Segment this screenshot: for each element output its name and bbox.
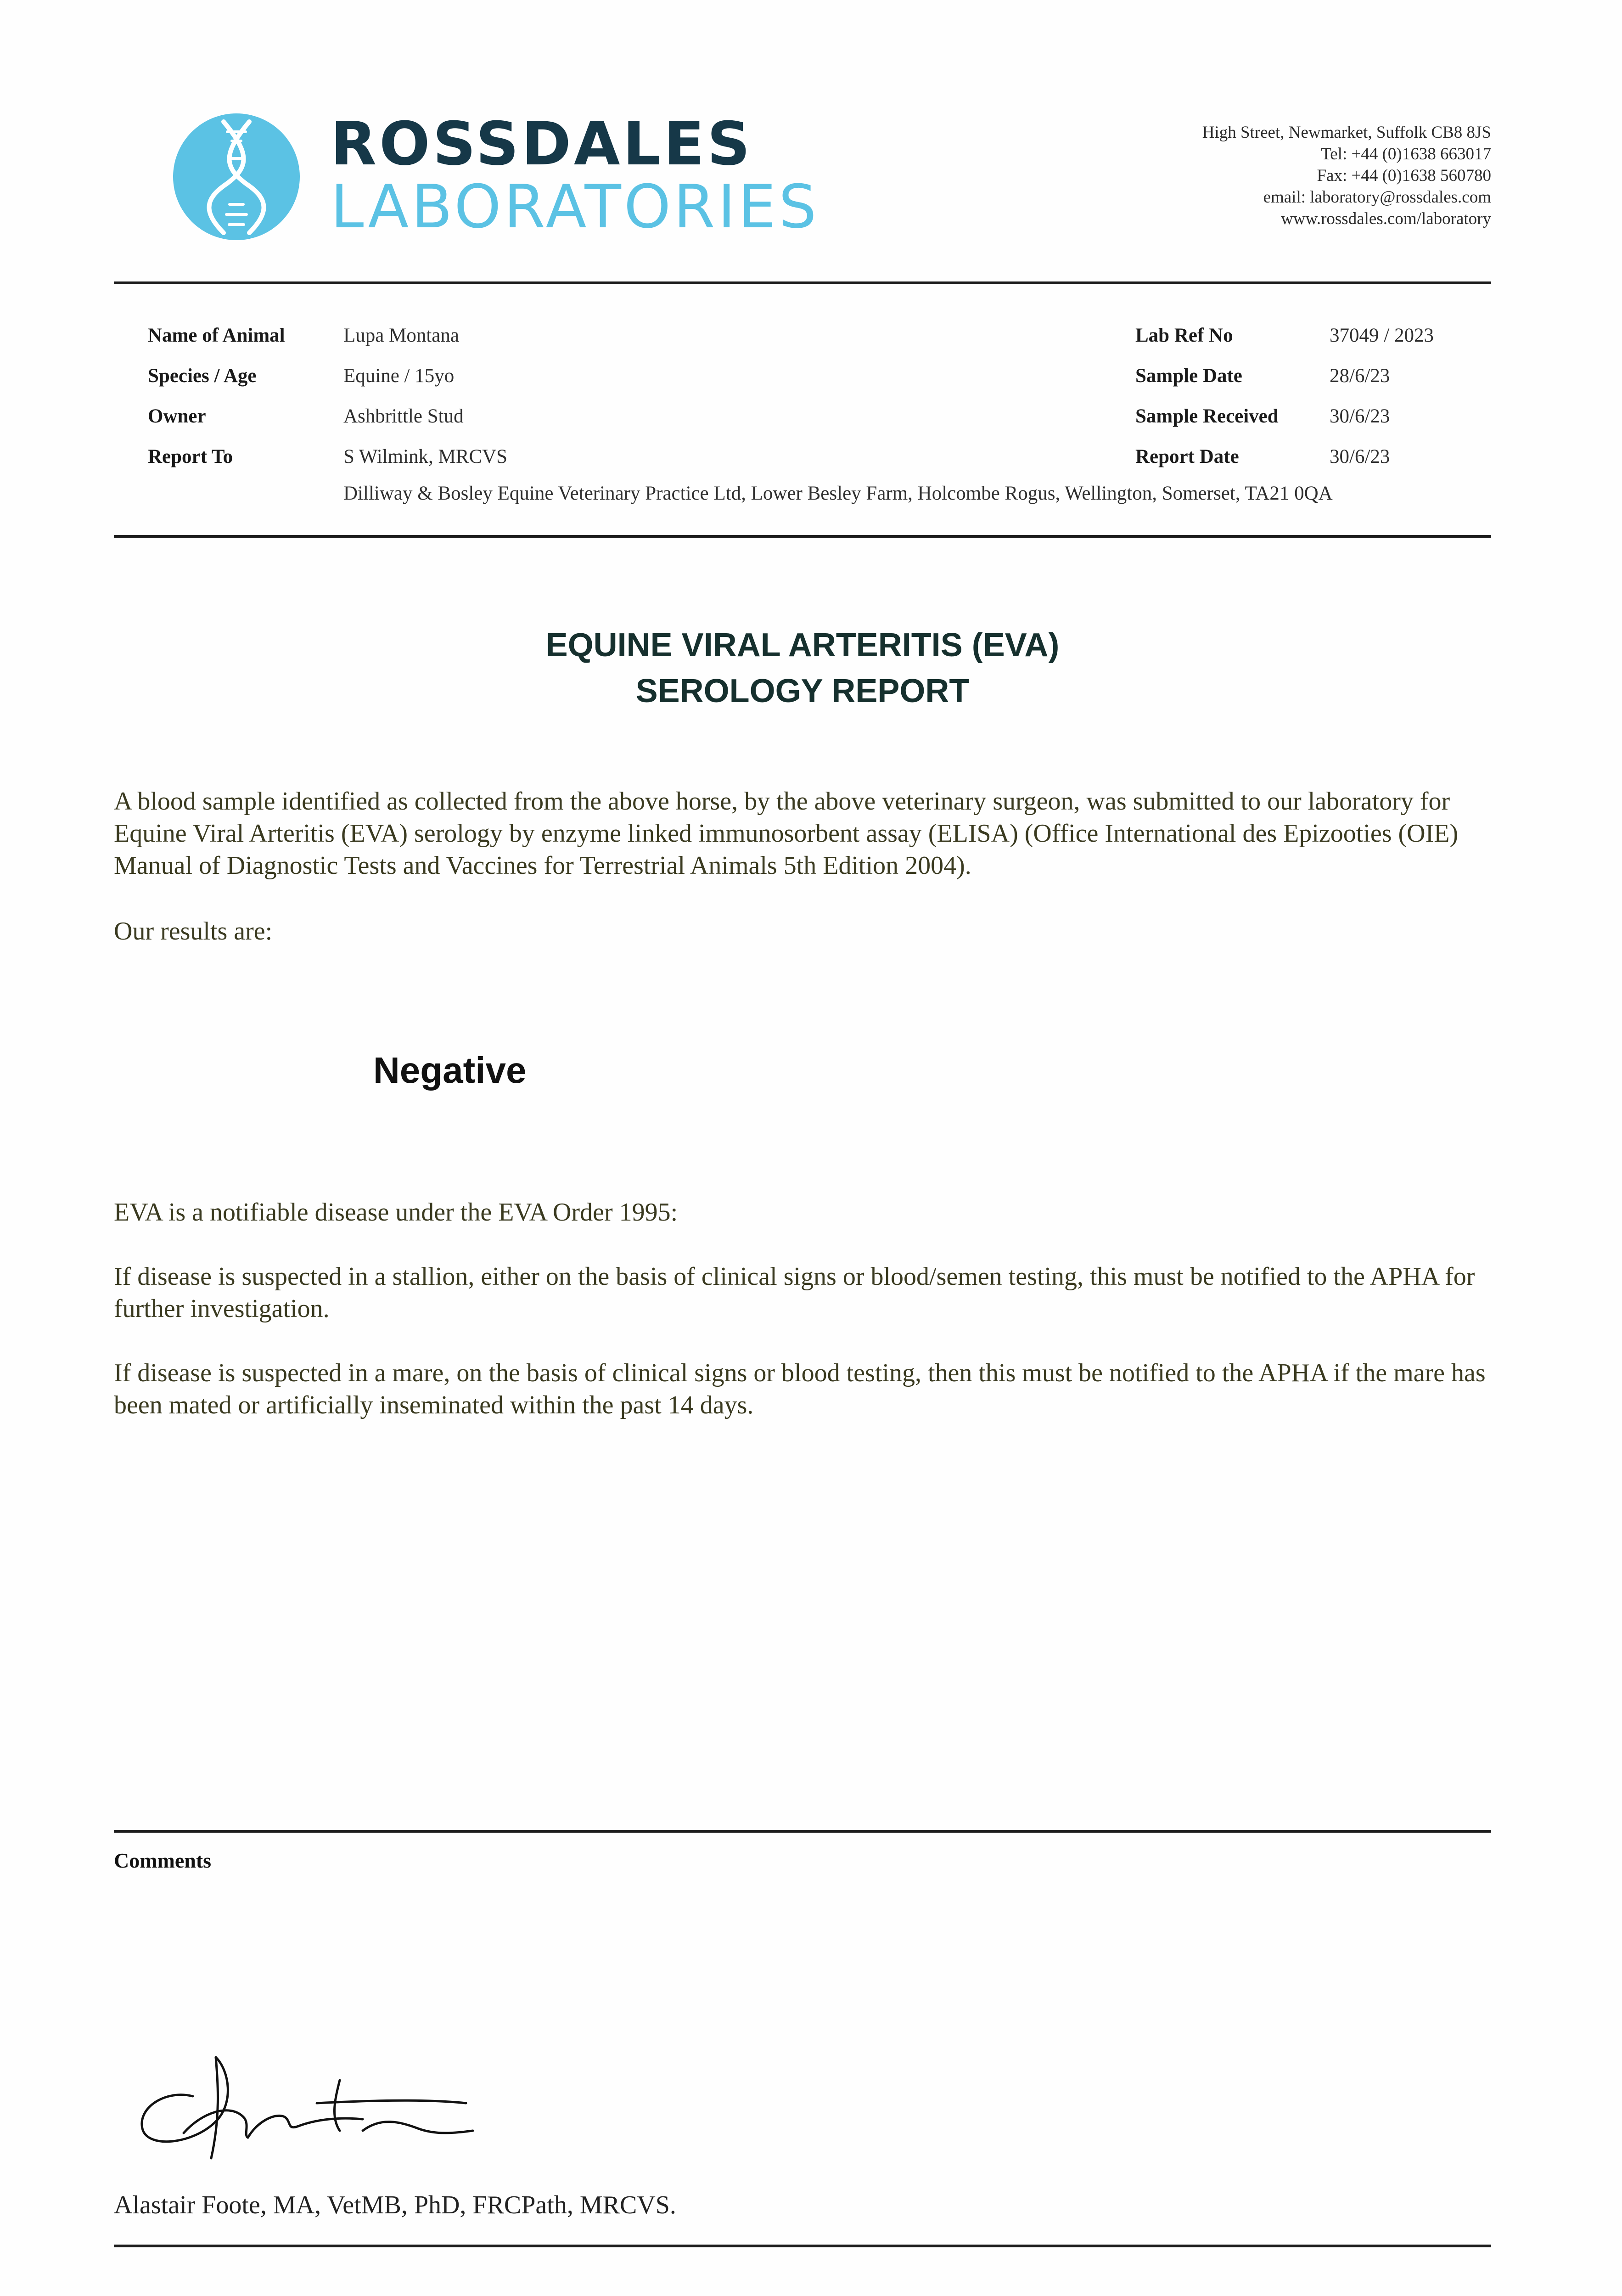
address-line: High Street, Newmarket, Suffolk CB8 8JS <box>1202 123 1491 142</box>
info-value-sample-date: 28/6/23 <box>1330 365 1390 387</box>
mare-note: If disease is suspected in a mare, on the basis of clinical signs or blood testing, then this must be notified to the APHA if the mare has been mated or artificially inseminated within the past 14 days. <box>114 1359 1486 1419</box>
info-value-report-date: 30/6/23 <box>1330 446 1390 467</box>
info-value-animal-name: Lupa Montana <box>343 325 459 346</box>
lab-address-block <box>1202 122 1491 230</box>
footer-divider <box>114 2245 1491 2247</box>
info-label-report-to: Report To <box>148 446 233 467</box>
comments-label: Comments <box>114 1849 212 1872</box>
info-label-species-age: Species / Age <box>148 365 257 387</box>
brand-subtitle: LABORATORIES <box>331 172 819 242</box>
info-value-lab-ref: 37049 / 2023 <box>1330 325 1434 346</box>
fax-line: Fax: +44 (0)1638 560780 <box>1317 166 1491 185</box>
brand-name: ROSSDALES <box>331 109 753 179</box>
notifiable-statement: EVA is a notifiable disease under the EVA Order 1995: <box>114 1198 678 1227</box>
info-label-animal-name: Name of Animal <box>148 325 285 346</box>
info-label-sample-date: Sample Date <box>1135 365 1242 387</box>
info-value-report-to-address: Dilliway & Bosley Equine Veterinary Practice Ltd, Lower Besley Farm, Holcombe Rogus, Wellington, Somerset, TA21 0QA <box>343 483 1333 504</box>
comments-divider <box>114 1830 1491 1833</box>
signatory-name: Alastair Foote, MA, VetMB, PhD, FRCPath, MRCVS. <box>114 2191 676 2219</box>
report-title-line1: EQUINE VIRAL ARTERITIS (EVA) <box>545 627 1060 664</box>
info-label-sample-received: Sample Received <box>1135 405 1279 427</box>
info-value-sample-received: 30/6/23 <box>1330 405 1390 427</box>
test-result: Negative <box>373 1050 527 1091</box>
results-lead: Our results are: <box>114 917 273 945</box>
info-value-report-to: S Wilmink, MRCVS <box>343 446 508 467</box>
dna-helix-icon <box>172 113 301 241</box>
info-value-species-age: Equine / 15yo <box>343 365 455 387</box>
info-label-lab-ref: Lab Ref No <box>1135 325 1233 346</box>
phone-line: Tel: +44 (0)1638 663017 <box>1321 145 1491 163</box>
info-value-owner: Ashbrittle Stud <box>343 405 464 427</box>
report-title <box>114 622 1491 714</box>
website-line: www.rossdales.com/laboratory <box>1281 209 1491 228</box>
intro-paragraph: A blood sample identified as collected from the above horse, by the above veterinary surgeon, was submitted to our laboratory for Equine Viral Arteritis (EVA) serology by enzyme linked immunosorbent assay (ELISA) (Office International des Epizooties (OIE) Manual of Diagnostic Tests and Vaccines for Terrestrial Animals 5th Edition 2004). <box>114 787 1459 880</box>
header-divider <box>114 281 1491 284</box>
info-divider <box>114 535 1491 538</box>
report-title-line2: SEROLOGY REPORT <box>635 673 970 709</box>
info-label-owner: Owner <box>148 405 206 427</box>
handwritten-signature <box>124 2043 482 2172</box>
email-line: email: laboratory@rossdales.com <box>1263 188 1491 207</box>
info-label-report-date: Report Date <box>1135 446 1239 467</box>
stallion-note: If disease is suspected in a stallion, either on the basis of clinical signs or blood/semen testing, this must be notified to the APHA for further investigation. <box>114 1262 1475 1323</box>
